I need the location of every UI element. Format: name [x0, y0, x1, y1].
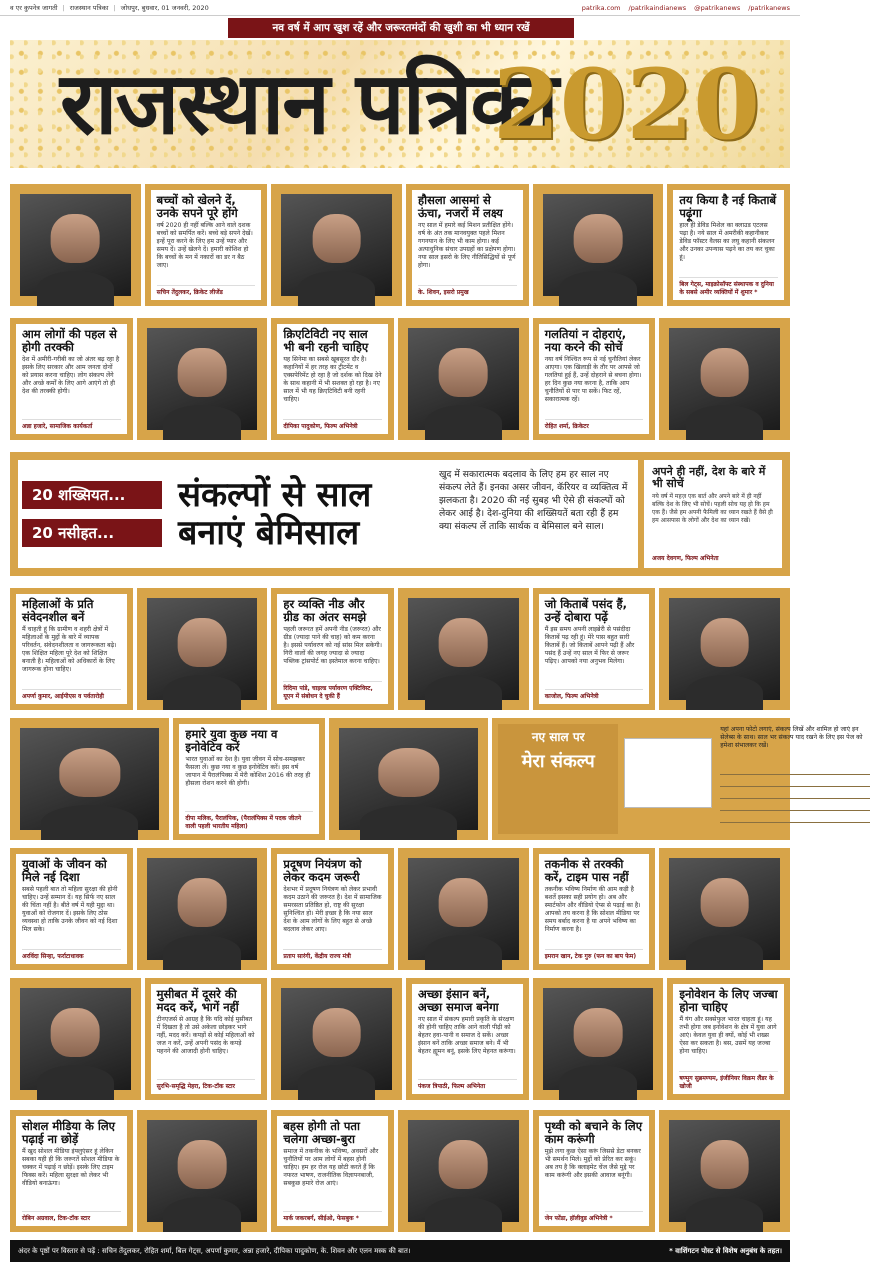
footer-left: अंदर के पृष्ठों पर विस्तार से पढ़ें : सचिन तेंदुलकर, रोहित शर्मा, बिल गेट्स, अपर्णा कुमार, अन्ना हजारे, दीपिका पादुकोण, के. शिवन और एलन मस्क की बात।: [18, 1246, 411, 1255]
quote-body: सबसे पहली बात तो महिला सुरक्षा की होनी चाहिए। उन्हें सम्मान दें। यह सिर्फ नए साल की चिंता नहीं है। बीते वर्ष में यही मुद्दा था। युवाओं को रोजगार दें। इसके लिए ठोस व्यवस्था हो ताकि उनके जीवन को नई दिशा मिल सके।: [22, 886, 118, 933]
portrait-head: [574, 214, 623, 263]
quote-author: सचिन तेंदुलकर, क्रिकेट लीजेंड: [157, 285, 256, 296]
top-left-2: राजस्थान पत्रिका: [69, 4, 109, 12]
quote-author: दीपिका पादुकोण, फिल्म अभिनेत्री: [283, 419, 382, 430]
quote-title: इनोवेशन के लिए जज्बा होना चाहिए: [679, 987, 778, 1014]
portrait-head: [378, 748, 439, 797]
quote-card: [406, 184, 529, 306]
quote-title: तय किया है नई किताबें पढ़ूंगा: [679, 193, 777, 220]
resolution-write-lines[interactable]: [720, 763, 870, 823]
portrait-photo: [147, 1120, 258, 1222]
portrait-frame: [398, 1110, 529, 1232]
quote-body: पहली जरूरत हमें अपनी नीड (जरूरत) और ग्रीड (ज्यादा पाने की चाह) को कम करना है। इससे पर्यावरण को नई सांस मिल सकेगी। गिरी वालों की जगह ज्यादा से ज्यादा पब्लिक ट्रांसपोर्ट का इस्तेमाल करना चाहिए।: [283, 626, 382, 665]
portrait-photo: [20, 194, 131, 296]
portrait-body: [686, 405, 763, 441]
portrait-frame: [10, 978, 141, 1100]
quote-body: मैं इस समय अपनी लाइब्रेरी से पसंदीदा किताबें पढ़ रही हूं। मेरे पास बहुत सारी किताबें हैं। जो किताबें आपने पढ़ी हैं और पसंद हैं उन्हें नए साल में फिर से जरूर पढ़िए। आपको नया अनुभव मिलेगा।: [544, 626, 635, 665]
quote-author: दीपा मलिक, पैरालंपिक, (पैरालंपिक्स में पदक जीतने वाली पहली भारतीय महिला): [185, 811, 312, 830]
quote-body: मैं चाहती हूं कि ग्रामीण व शहरी क्षेत्रों में महिलाओं के मुद्दों के बारे में व्यापक परिवर्तन, संवेदनशीलता व जागरूकता बढ़े। एक शिक्षित महिला पूरे देश को शिक्षित बनाती है। महिलाओं को अधिकारों के लिए जागरूक होना चाहिए।: [22, 626, 117, 673]
portrait-photo: [147, 858, 258, 960]
quote-body: मैं खुद सोशल मीडिया इंफ्लुएंसर हूं लेकिन सबका यही ही कि जरूरतें सोशल मीडिया के चक्कर में पढ़ाई न छोड़ें। इसके लिए टाइम फिक्स करें। महिला सुरक्षा को लेकर भी वीडियो बनाऊंगा।: [22, 1148, 120, 1187]
portrait-frame: [659, 1110, 790, 1232]
quote-card: [533, 848, 656, 970]
portrait-head: [574, 1008, 623, 1057]
side-article-body: नये वर्ष में महज़ एक बार्त और अपने बारे में ही नहीं बल्कि देश के लिए भी सोचें। पहली सोच यह हो कि हम एक हैं। जैसे हम अपनी फैमिली का ध्यान रखते हैं वैसे ही हम आसपास के लोगों और देश का ध्यान रखें।: [652, 493, 773, 524]
quote-body: नए साल में संकल्प हमारी प्रकृति के संरक्षण की होनी चाहिए ताकि आने वाली पीढ़ी को बेहतर हवा-पानी व समाज दे सकें। अच्छा इंसान बनें ताकि अच्छा समाज बने। मैं भी बेहतर ह्यूमन बनूं, इसके लिए मेहनत करूंगा।: [418, 1016, 516, 1055]
portrait-body: [360, 805, 458, 841]
portrait-head: [700, 348, 749, 397]
badge-personalities: 20 शख्सियत...: [22, 481, 162, 509]
portrait-body: [686, 935, 763, 971]
portrait-frame: [533, 978, 664, 1100]
portrait-frame: [10, 184, 141, 306]
quote-author: रिदिमा पांडे, चाइल्ड पर्यावरण एक्टिविस्ट, यूएन में संबोधन दे चुकी हैं: [283, 681, 382, 700]
quote-body: वर्ष 2020 ही नहीं बल्कि आने वाले दशक बच्चों को समर्पित करें। बच्चे बड़े सपने देखें। इन्हें पूरा करने के लिए हम उन्हें प्यार और समय दें। उन्हें खेलने दें। हमारी कोशिश हो कि बच्चों के मन में नकारों का डर न बैठ जाए।: [156, 222, 253, 269]
quote-body: देशभर में प्रदूषण नियंत्रण को लेकर प्रभावी कदम उठाने की जरूरत है। देश में सामाजिक समरसता प्रतिष्ठित हो, राष्ट्र की सुरक्षा सुनिश्चित हो। मेरी इच्छा है कि नया साल देश के आम लोगों के लिए बहुत से अच्छे बदलाव लेकर आए।: [283, 886, 382, 933]
quote-card: [145, 978, 268, 1100]
resolution-note: यहां अपना फोटो लगाएं, संकल्प लिखें और शामिल हो जाएं इन सेलेब्स के साथ। साल भर संकल्प याद रखने के लिए इस पेज को हमेशा संभालकर रखें।: [720, 726, 863, 749]
quote-body: टीनएजर्स से आग्रह है कि यदि कोई मुसीबत में दिखता है तो उसे अकेला छोड़कर भागे नहीं, मदद करें। कपड़ों से कोई महिलाओं को जज न करें, उन्हें अपनी पसंद के कपड़े पहनने की आजादी होनी चाहिए।: [156, 1016, 255, 1055]
portrait-body: [559, 271, 636, 307]
quote-author: मार्क जकरबर्ग, सीईओ, फेसबुक *: [283, 1211, 382, 1222]
portrait-body: [163, 675, 240, 711]
my-resolution-box: [492, 718, 863, 840]
portrait-body: [425, 935, 502, 971]
quote-title: बच्चों को खेलने दें, उनके सपने पूरे होंगे: [156, 193, 238, 220]
portrait-frame: [659, 588, 790, 710]
portrait-frame: [329, 718, 488, 840]
side-article-author: अजय देवगण, फिल्म अभिनेता: [652, 555, 719, 562]
portrait-head: [178, 348, 227, 397]
quote-author: इमरान खान, टेक गुरु (फन का बाप फेम): [545, 949, 644, 960]
portrait-photo: [281, 194, 392, 296]
portrait-photo: [543, 988, 654, 1090]
portrait-body: [41, 805, 139, 841]
quote-author: अपर्णा कुमार, आईपीएस व पर्वतारोही: [22, 689, 121, 700]
portrait-photo: [147, 598, 258, 700]
portrait-head: [59, 748, 120, 797]
quote-body: देश में अमीरी-गरीबी का जो अंतर बढ़ रहा है इसके लिए सरकार और आम जनता दोनों को प्रयास करना चाहिए। लोग संकल्प लेंगे और अच्छे कर्मों के लिए आगे आएंगे तो ही देश की तरक्की होगी।: [22, 356, 120, 395]
portrait-body: [163, 1197, 240, 1233]
portrait-body: [425, 405, 502, 441]
quote-card: [10, 318, 133, 440]
portrait-frame: [137, 1110, 268, 1232]
badge-advice: 20 नसीहत...: [22, 519, 162, 547]
quote-card: [533, 1110, 656, 1232]
quote-card: [10, 848, 133, 970]
portrait-photo: [408, 1120, 519, 1222]
quote-card: [145, 184, 268, 306]
quote-card: [271, 848, 394, 970]
article-row: [10, 318, 790, 440]
portrait-photo: [669, 328, 780, 430]
article-row: [10, 184, 790, 306]
headline: संकल्पों से साल बनाएं बेमिसाल: [178, 475, 372, 553]
quote-author: रोबिन अग्रवाल, टिक-टॉक स्टार: [22, 1211, 121, 1222]
quote-card: [533, 588, 656, 710]
quote-card: [271, 588, 394, 710]
quote-title: गलतियां न दोहराएं, नया करने की सोचें: [544, 327, 627, 354]
quote-card: [271, 318, 394, 440]
article-row: [10, 718, 863, 840]
portrait-body: [37, 271, 114, 307]
side-article: [638, 460, 782, 568]
quote-author: रोहित शर्मा, क्रिकेटर: [545, 419, 644, 430]
resolution-subheading: मेरा संकल्प: [521, 751, 595, 772]
quote-title: तकनीक से तरक्की करें, टाइम पास नहीं: [544, 857, 629, 884]
article-row: [10, 978, 790, 1100]
quote-author: पंकज त्रिपाठी, फिल्म अभिनेता: [418, 1079, 517, 1090]
quote-author: सुरभि-समृद्धि मेहरा, टिक-टॉक स्टार: [157, 1079, 256, 1090]
quote-card: [271, 1110, 394, 1232]
portrait-frame: [398, 318, 529, 440]
top-left-1: व एर कुपनेत्र जागती: [10, 4, 58, 12]
portrait-photo: [20, 988, 131, 1090]
portrait-head: [178, 1140, 227, 1189]
portrait-body: [686, 675, 763, 711]
quote-author: अन्ना हजारे, सामाजिक कार्यकर्ता: [22, 419, 121, 430]
portrait-body: [425, 675, 502, 711]
portrait-body: [298, 1065, 375, 1101]
quote-body: भारत युवाओं का देश है। युवा जीवन में सोच-समझकर फैसला लें। कुछ नया व कुछ इनोवेटिव करें। इस वर्ष जापान में पैरालंपिक्स में मेरी कोशिश 2016 की तरह ही हौसला रोशन करने की होगी।: [185, 756, 311, 787]
quote-title: पृथ्वी को बचाने के लिए काम करूंगी: [544, 1119, 643, 1146]
portrait-photo: [20, 728, 159, 830]
quote-title: क्रिएटिविटी नए साल भी बनी रहनी चाहिए: [283, 327, 369, 354]
portrait-photo: [147, 328, 258, 430]
portrait-photo: [408, 328, 519, 430]
quote-title: हौसला आसमां से ऊंचा, नजरों में लक्ष्य: [418, 193, 503, 220]
quote-title: युवाओं के जीवन को मिले नई दिशा: [22, 857, 107, 884]
quote-title: मुसीबत में दूसरे की मदद करें, भागें नहीं: [156, 987, 239, 1014]
top-right-4[interactable]: /patrikanews: [748, 3, 790, 12]
masthead: [10, 40, 790, 168]
quote-title: अच्छा इंसान बनें, अच्छा समाज बनेगा: [418, 987, 499, 1014]
quote-title: सोशल मीडिया के लिए पढ़ाई ना छोड़ें: [22, 1119, 115, 1146]
quote-body: हाल ही डेविड मिशेल का क्लाउड एटलस पढ़ा है। नये साल में अमरीकी कहानीकार डेविड फॉस्टर वैलस का लघु कहानी संकलन और उनका उपन्यास पढ़ने का तय कर चुका हूं।: [679, 222, 775, 261]
footer-strip: [10, 1240, 790, 1262]
quote-body: यह सिनेमा का सबसे खूबसूरत दौर है। कहानियों में हर तरह का ट्रीटमेंट व एक्सपेरिमेंट हो रहा है जो दर्शक को दिख देने के साथ कहानी में भी सशक्त हो रहा है। नए साल में भी यह क्रिएटिविटी बनी रहनी चाहिए।: [283, 356, 382, 403]
quote-body: तकनीक भविष्य निर्माण की आम कड़ी है बशर्ते इसका सही प्रयोग हो। अब और स्मार्टफोन और वीडियो ऐप्स से पढ़ाई का है। आपको तय करना है कि सोशल मीडिया पर समय बर्बाद करना है या अपने भविष्य का निर्माण करना है।: [544, 886, 641, 933]
portrait-frame: [398, 848, 529, 970]
portrait-photo: [408, 598, 519, 700]
quote-card: [667, 184, 790, 306]
portrait-photo: [669, 858, 780, 960]
quote-card: [406, 978, 529, 1100]
portrait-head: [700, 1140, 749, 1189]
top-right-2[interactable]: /patrikaindianews: [628, 3, 687, 12]
quote-card: [667, 978, 790, 1100]
quote-title: बहस होगी तो पता चलेगा अच्छा-बुरा: [283, 1119, 360, 1146]
quote-body: मैं यंग और सक्सेफुल भारत चाहता हूं। यह तभी होगा जब इनोवेशन के क्षेत्र में युवा आगे आएं। केवल युवा ही क्यों, कोई भी शख्स ऐसा कर सकता है। बस, उसमें यह जज्बा होना चाहिए।: [679, 1016, 777, 1055]
quote-card: [10, 1110, 133, 1232]
quote-author: काजोल, फिल्म अभिनेत्री: [545, 689, 644, 700]
footer-right: * वाशिंगटन पोस्ट से विशेष अनुबंध के तहत।: [669, 1246, 782, 1255]
article-row: [10, 848, 790, 970]
headline-description: खुद में सकारात्मक बदलाव के लिए हम हर साल नए संकल्प लेते हैं। इनका असर जीवन, कॅरियर व व्यक्तित्व में झलकता है। 2020 की नई सुबह भी ऐसे ही संकल्पों को लेकर आई है। देश-दुनिया की शख्सियतें बता रही हैं हम क्या संकल्प लें ताकि सार्थक व बेमिसाल बने साल।: [439, 469, 628, 532]
portrait-head: [178, 618, 227, 667]
portrait-frame: [137, 318, 268, 440]
quote-author: के. शिवन, इसरो प्रमुख: [418, 285, 517, 296]
quote-author: प्रताप सारंगी, केंद्रीय राज्य मंत्री: [283, 949, 382, 960]
portrait-body: [686, 1197, 763, 1233]
quote-title: हमारे युवा कुछ नया व इनोवेटिव करें: [185, 727, 278, 754]
quote-body: मुझे लगा कुछ ऐसा करूं जिससे डेटा बनकर भी समर्थन मिले। मुद्दों को प्रेरित कर सकूं। अब तय है कि क्लाइमेट चेंज जैसे मुद्दे पर काम करूंगी और इसकी आवाज बनूंगी।: [544, 1148, 641, 1179]
quote-body: समाज में तकनीक के भविष्य, अवसरों और चुनौतियों पर आम लोगों में बहस होनी चाहिए। हम हर रोज यह छोटी करते हैं कि नफरत भाषण, राजनीतिक विज्ञापनबाजी, सबकुछ हमारे रोज आएं।: [283, 1148, 379, 1187]
portrait-head: [51, 214, 100, 263]
portrait-photo: [281, 988, 392, 1090]
quote-title: महिलाओं के प्रति संवेदनशील बनें: [22, 597, 94, 624]
quote-body: नया वर्ष निश्चित रूप से नई चुनौतियां लेकर आएगा। एक खिलाड़ी के तौर पर आपसे जो गलतियां हुई हैं, उन्हें दोहराने से बचना होगा। हर दिन कुछ नया करना है, ताकि आप चुनौतियों से पार पा सकें। फिट रहें, सकारात्मक रहें।: [544, 356, 642, 403]
quote-title: हर व्यक्ति नीड और ग्रीड का अंतर समझे: [283, 597, 367, 624]
quote-card: [173, 718, 324, 840]
top-right-3[interactable]: @patrikanews: [694, 3, 741, 12]
quote-card: [10, 588, 133, 710]
portrait-head: [312, 1008, 361, 1057]
portrait-frame: [659, 318, 790, 440]
portrait-body: [163, 935, 240, 971]
portrait-photo: [543, 194, 654, 296]
portrait-photo: [669, 1120, 780, 1222]
portrait-head: [439, 348, 488, 397]
portrait-head: [439, 618, 488, 667]
quote-title: आम लोगों की पहल से होगी तरक्की: [22, 327, 117, 354]
portrait-head: [178, 878, 227, 927]
masthead-year: 2020: [492, 48, 760, 161]
quote-body: नए साल में हमारे कई मिशन प्रतीक्षित होंगे। वर्ष के अंत तक मानवयुक्त पहले मिशन गगनयान के लिए भी काम होगा। कई अत्याधुनिक संचार उपग्रहों का प्रक्षेपण होगा। नया साल इसरो के लिए नीतिसिद्धियों से पूर्ण होगा।: [418, 222, 516, 269]
article-row: [10, 588, 790, 710]
side-article-title: अपने ही नहीं, देश के बारे में भी सोचें: [652, 465, 766, 490]
portrait-head: [700, 618, 749, 667]
portrait-frame: [10, 718, 169, 840]
portrait-body: [425, 1197, 502, 1233]
portrait-photo: [669, 598, 780, 700]
masthead-title: राजस्थान पत्रिका: [60, 53, 557, 154]
quote-title: प्रदूषण नियंत्रण को लेकर कदम जरूरी: [283, 857, 362, 884]
top-strip: व एर कुपनेत्र जागती | राजस्थान पत्रिका | जोधपुर, बुधवार, 01 जनवरी, 2020 patrika.com /patrikaindianews @patrikanews /patrikanews: [0, 0, 800, 16]
portrait-body: [298, 271, 375, 307]
portrait-photo: [408, 858, 519, 960]
portrait-body: [37, 1065, 114, 1101]
portrait-frame: [271, 978, 402, 1100]
quote-card: [533, 318, 656, 440]
portrait-body: [559, 1065, 636, 1101]
portrait-frame: [659, 848, 790, 970]
quote-author: अरविंदा सिन्हा, फर्राटाधावक: [22, 949, 121, 960]
article-row: [10, 1110, 790, 1232]
tagline-banner: नव वर्ष में आप खुश रहें और जरूरतमंदों की खुशी का भी ध्यान रखें: [228, 18, 574, 38]
portrait-head: [700, 878, 749, 927]
portrait-frame: [137, 588, 268, 710]
portrait-frame: [398, 588, 529, 710]
portrait-frame: [533, 184, 664, 306]
portrait-head: [439, 878, 488, 927]
quote-author: बिल गेट्स, माइक्रोसॉफ्ट संस्थापक व दुनिया के सबसे अमीर व्यक्तियों में शुमार *: [679, 277, 778, 296]
portrait-head: [312, 214, 361, 263]
portrait-head: [51, 1008, 100, 1057]
portrait-head: [439, 1140, 488, 1189]
resolution-heading: नए साल पर: [531, 730, 585, 744]
top-right-1[interactable]: patrika.com: [581, 3, 621, 12]
quote-author: जेन फोंडा, हॉलीवुड अभिनेत्री *: [545, 1211, 644, 1222]
portrait-photo: [339, 728, 478, 830]
headline-banner: [10, 452, 790, 576]
portrait-frame: [137, 848, 268, 970]
photo-placeholder[interactable]: [624, 738, 712, 808]
quote-title: जो किताबें पसंद हैं, उन्हें दोबारा पढ़ें: [544, 597, 628, 624]
top-left-3: जोधपुर, बुधवार, 01 जनवरी, 2020: [120, 4, 209, 12]
quote-author: षण्मुग सुब्रमण्यम, इंजीनियर विक्रम लैंडर के खोजी: [679, 1071, 778, 1090]
portrait-frame: [271, 184, 402, 306]
portrait-body: [163, 405, 240, 441]
